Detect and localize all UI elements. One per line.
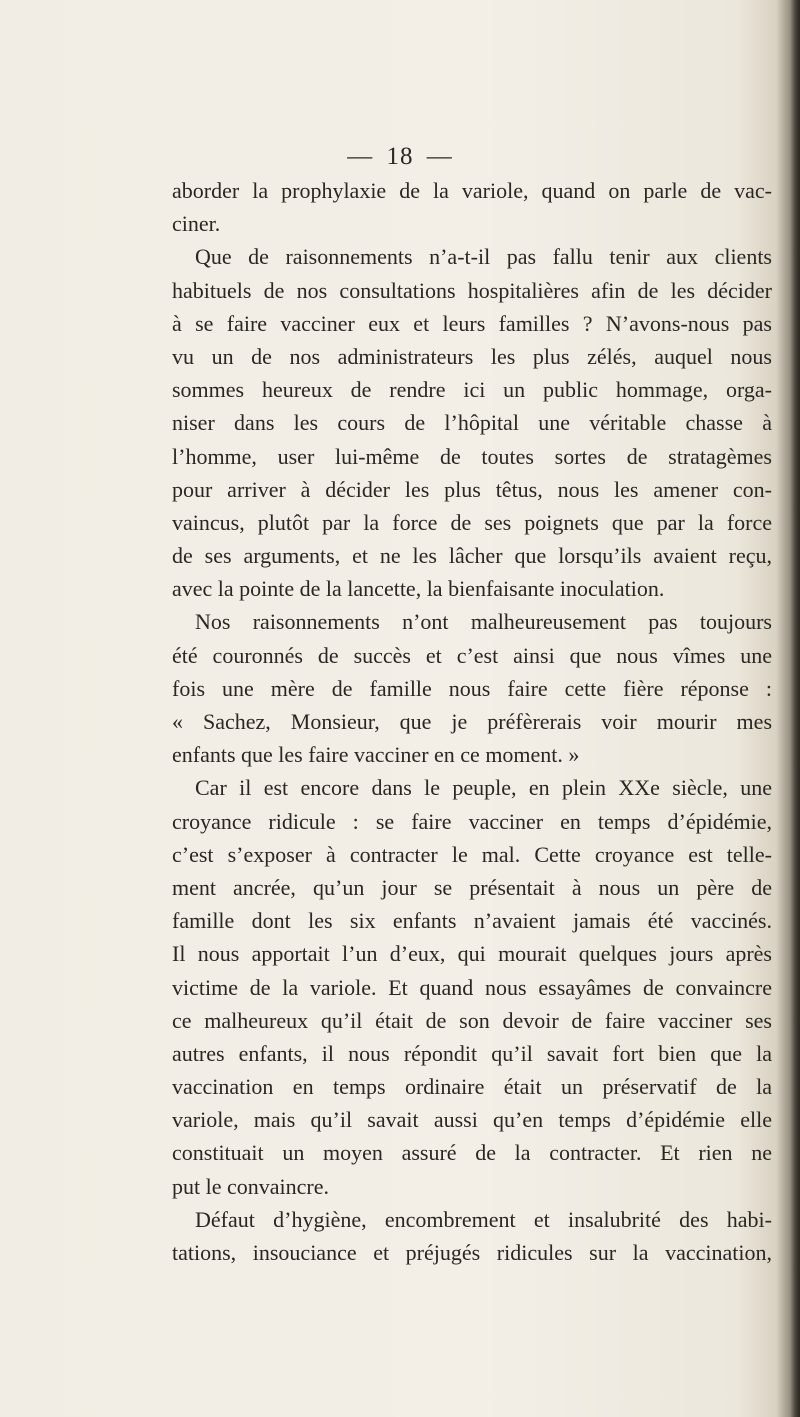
text-line: Que de raisonnements n’a-t-il pas fallu tenir aux clients <box>195 244 772 270</box>
text-line: vaccination en temps ordinaire était un préservatif de la <box>172 1074 772 1100</box>
text-line: vu un de nos administrateurs les plus zélés, auquel nous <box>172 343 772 369</box>
text-line: aborder la prophylaxie de la variole, quand on parle de vac- <box>172 178 772 203</box>
text-line: niser dans les cours de l’hôpital une véritable chasse à <box>172 410 772 436</box>
text-line: l’homme, user lui-même de toutes sortes de stratagèmes <box>172 443 772 469</box>
text-line: à se faire vacciner eux et leurs familles ? N’avons-nous pas <box>172 310 772 336</box>
text-line: croyance ridicule : se faire vacciner en temps d’épidémie, <box>172 808 772 834</box>
page-edge-shadow <box>790 0 800 1417</box>
text-line: famille dont les six enfants n’avaient jamais été vaccinés. <box>172 908 772 934</box>
text-line: enfants que les faire vacciner en ce moment. » <box>172 742 580 768</box>
text-line: variole, mais qu’il savait aussi qu’en temps d’épidémie elle <box>172 1107 772 1133</box>
text-line: de ses arguments, et ne les lâcher que lorsqu’ils avaient reçu, <box>172 543 772 569</box>
text-line: ce malheureux qu’il était de son devoir de faire vacciner ses <box>172 1007 772 1033</box>
text-line: « Sachez, Monsieur, que je préfèrerais voir mourir mes <box>172 709 772 734</box>
text-line: habituels de nos consultations hospitalières afin de les décider <box>172 277 772 303</box>
text-line: sommes heureux de rendre ici un public hommage, orga- <box>172 377 772 403</box>
text-line: Défaut d’hygiène, encombrement et insalubrité des habi- <box>195 1206 772 1232</box>
text-line: Nos raisonnements n’ont malheureusement pas toujours <box>195 609 772 635</box>
text-line: victime de la variole. Et quand nous essayâmes de convaincre <box>172 974 772 1000</box>
text-line: ment ancrée, qu’un jour se présentait à nous un père de <box>172 874 772 900</box>
text-line: pour arriver à décider les plus têtus, nous les amener con- <box>172 476 772 502</box>
text-line: Car il est encore dans le peuple, en plein XXe siècle, une <box>195 775 772 801</box>
text-line: fois une mère de famille nous faire cette fière réponse : <box>172 675 772 701</box>
text-line: autres enfants, il nous répondit qu’il savait fort bien que la <box>172 1040 772 1066</box>
page-number-header: — 18 — <box>347 143 453 170</box>
text-line: c’est s’exposer à contracter le mal. Cette croyance est telle- <box>172 841 772 867</box>
text-line: Il nous apportait l’un d’eux, qui mourait quelques jours après <box>172 941 772 967</box>
text-line: avec la pointe de la lancette, la bienfaisante inoculation. <box>172 576 665 602</box>
text-line: tations, insouciance et préjugés ridicules sur la vaccination, <box>172 1240 772 1265</box>
text-line: constituait un moyen assuré de la contracter. Et rien ne <box>172 1140 772 1166</box>
text-line: été couronnés de succès et c’est ainsi que nous vîmes une <box>172 642 772 668</box>
text-line: vaincus, plutôt par la force de ses poignets que par la force <box>172 509 772 535</box>
body-text <box>172 174 772 1269</box>
text-line: put le convaincre. <box>172 1173 329 1199</box>
text-line: ciner. <box>172 211 221 237</box>
